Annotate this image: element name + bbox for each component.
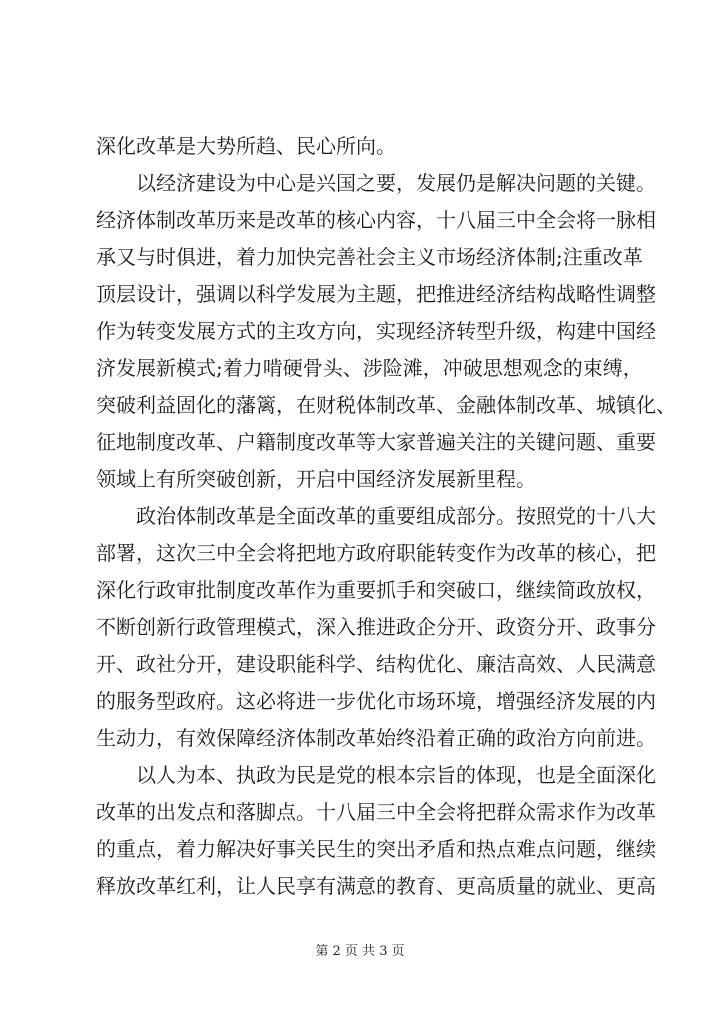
text-line: 政治体制改革是全面改革的重要组成部分。按照党的十八大 xyxy=(96,504,656,528)
text-line: 济发展新模式;着力啃硬骨头、涉险滩，冲破思想观念的束缚， xyxy=(96,356,643,380)
body-text xyxy=(96,128,706,905)
text-line: 的服务型政府。这必将进一步优化市场环境，增强经济发展的内 xyxy=(96,689,656,713)
text-line: 顶层设计，强调以科学发展为主题，把推进经济结构战略性调整 xyxy=(96,282,656,306)
text-line: 经济体制改革历来是改革的核心内容，十八届三中全会将一脉相 xyxy=(96,208,656,232)
text-line: 征地制度改革、户籍制度改革等大家普遍关注的关键问题、重要 xyxy=(96,430,656,454)
text-line: 突破利益固化的藩篱，在财税体制改革、金融体制改革、城镇化、 xyxy=(96,393,676,417)
text-line: 以人为本、执政为民是党的根本宗旨的体现，也是全面深化 xyxy=(96,763,656,787)
text-line: 生动力，有效保障经济体制改革始终沿着正确的政治方向前进。 xyxy=(96,726,656,750)
text-line: 部署，这次三中全会将把地方政府职能转变作为改革的核心，把 xyxy=(96,541,656,565)
page-footer: 第 2 页 共 3 页 xyxy=(315,944,405,959)
text-line: 深化改革是大势所趋、民心所向。 xyxy=(96,134,396,158)
text-line: 以经济建设为中心是兴国之要，发展仍是解决问题的关键。 xyxy=(96,171,656,195)
text-line: 承又与时俱进，着力加快完善社会主义市场经济体制;注重改革 xyxy=(96,245,643,269)
text-line: 深化行政审批制度改革作为重要抓手和突破口，继续简政放权， xyxy=(96,578,656,602)
text-line: 改革的出发点和落脚点。十八届三中全会将把群众需求作为改革 xyxy=(96,800,656,824)
text-line: 作为转变发展方式的主攻方向，实现经济转型升级，构建中国经 xyxy=(96,319,656,343)
text-line: 不断创新行政管理模式，深入推进政企分开、政资分开、政事分 xyxy=(96,615,656,639)
text-line: 的重点，着力解决好事关民生的突出矛盾和热点难点问题，继续 xyxy=(96,837,656,861)
text-line: 开、政社分开，建设职能科学、结构优化、廉洁高效、人民满意 xyxy=(96,652,656,676)
text-line: 释放改革红利，让人民享有满意的教育、更高质量的就业、更高 xyxy=(96,874,656,898)
text-line: 领域上有所突破创新，开启中国经济发展新里程。 xyxy=(96,467,536,491)
